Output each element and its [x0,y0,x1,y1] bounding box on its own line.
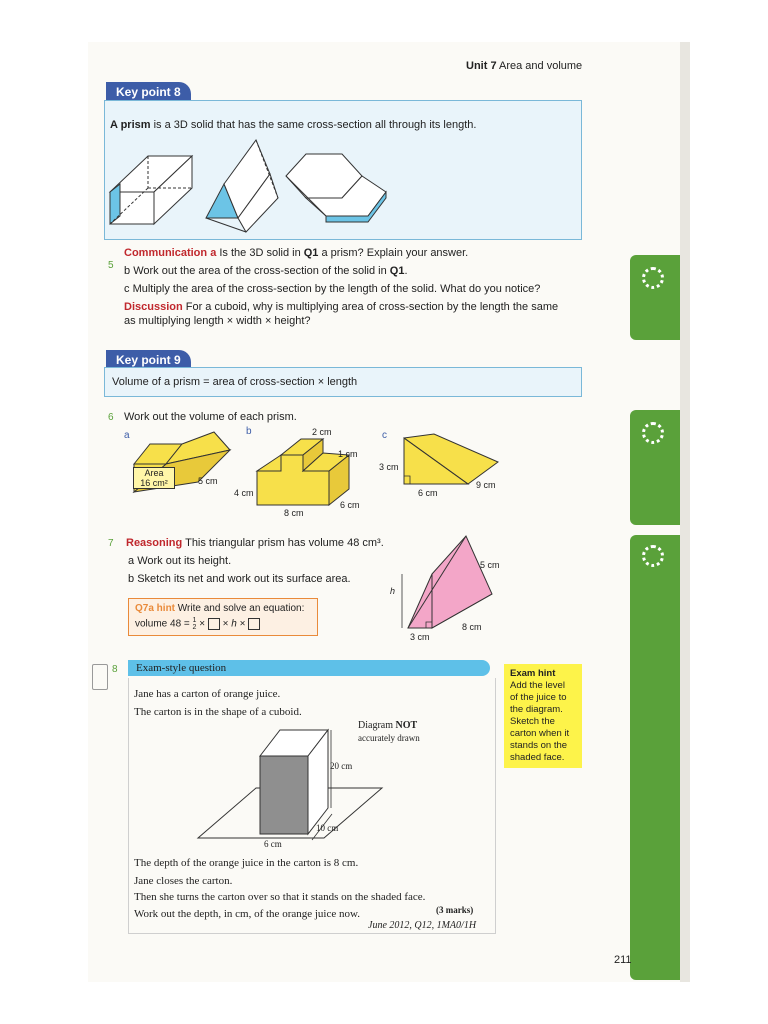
page-edge [680,42,690,982]
q8-line-4: Jane closes the carton. [134,875,233,887]
part-letter: a [210,247,217,259]
section-tab-icon [642,422,664,444]
question-6-text: Work out the volume of each prism. [124,411,297,423]
exam-hint-line: Add the level [510,680,565,691]
times-sign: × [222,618,229,630]
q7a-hint-box [128,598,318,636]
q5a-text-end: a prism? Explain your answer. [318,247,469,259]
exam-hint-line: the diagram. [510,704,563,715]
question-5-part-a [124,246,468,260]
area-label-box [133,467,175,489]
prism-illustrations [106,136,396,236]
blank-box [248,618,260,630]
diagram-note-not: NOT [395,720,418,731]
prism-c-base: 6 cm [418,488,438,498]
prism-base-length: 3 cm [410,632,430,642]
prism-term: A prism [110,119,151,131]
discussion-text: For a cuboid, why is multiplying area of cross-section by the length the same [185,301,559,313]
exam-hint-line: Sketch the [510,716,555,727]
prism-b-depth: 6 cm [340,500,360,510]
q5b-text: Work out the area of the cross-section of the solid in [133,265,390,277]
key-point-8-text [110,118,476,132]
hint-label: Q7a hint [135,603,176,614]
section-tab-icon [642,545,664,567]
reasoning-label: Reasoning [126,537,183,549]
running-header [466,60,582,72]
section-tab-3[interactable] [630,535,680,980]
part-letter: b [128,573,135,585]
area-label: Area [144,468,164,478]
question-7-part-b [128,572,351,586]
prism-b-step: 1 cm [338,449,358,459]
fraction-denominator: 2 [192,624,197,631]
unit-number: Unit 7 [466,60,497,72]
prism-length: 8 cm [462,622,482,632]
times-sign: × [199,618,206,630]
unit-title: Area and volume [499,60,583,72]
q7a-text: Work out its height. [137,555,232,567]
discussion-text-2: as multiplying length × width × height? [124,315,311,327]
q5a-ref: Q1 [303,247,319,259]
exam-hint-line: carton when it [510,728,570,739]
diagram-note-text-2: accurately drawn [358,733,420,743]
q5b-text-end: . [404,265,408,277]
q6-part-c-letter: c [382,430,387,441]
hint-text: Write and solve an equation: [177,603,305,614]
prism-b-height: 4 cm [234,488,254,498]
q6-part-a-letter: a [124,430,130,441]
q8-source: June 2012, Q12, 1MA0/1H [368,920,477,931]
area-value: 16 cm² [140,478,168,488]
exam-hint-line: of the juice to [510,692,567,703]
times-sign: × [239,618,246,630]
q8-line-6: Work out the depth, in cm, of the orange juice now. [134,908,360,920]
part-letter: c [124,283,130,295]
q5a-text: Is the 3D solid in [219,247,304,259]
prism-b-width: 8 cm [284,508,304,518]
section-tab-1[interactable] [630,255,680,340]
h-variable: h [231,618,237,630]
question-7-part-a [128,554,231,568]
q8-line-1: Jane has a carton of orange juice. [134,688,281,700]
exam-hint-line: shaded face. [510,752,565,763]
q6-part-b-letter: b [246,426,252,437]
section-tab-2[interactable] [630,410,680,525]
key-point-8-label: Key point 8 [106,82,191,102]
communication-label: Communication [124,247,208,259]
question-5-discussion [124,300,584,328]
prism-c-length: 9 cm [476,480,496,490]
exam-style-title-bar: Exam-style question [128,660,490,676]
q5b-ref: Q1 [389,265,405,277]
exam-hint-line: stands on the [510,740,568,751]
part-letter: a [128,555,135,567]
part-letter: b [124,265,131,277]
q8-marks: (3 marks) [436,905,474,915]
question-8-number: 8 [112,664,118,675]
carton-width: 6 cm [264,839,282,849]
question-5-part-b [124,264,408,278]
question-7-text [126,536,384,550]
question-5-number: 5 [108,260,114,271]
prism-b-top: 2 cm [312,427,332,437]
q8-line-2: The carton is in the shape of a cuboid. [134,706,302,718]
section-tab-icon [642,267,664,289]
hint-equation [135,617,311,631]
key-point-9-text: Volume of a prism = area of cross-section × length [112,376,358,388]
hint-eq-prefix: volume 48 = [135,618,190,630]
discussion-label: Discussion [124,301,183,313]
blank-box [208,618,220,630]
prism-definition: is a 3D solid that has the same cross-section all through its length. [150,119,477,131]
q7b-text: Sketch its net and work out its surface area. [137,573,351,585]
prism-a-diagram [130,430,240,500]
hint-fraction [193,617,197,631]
q8-line-5: Then she turns the carton over so that it stands on the shaded face. [134,891,426,903]
key-point-9-label: Key point 9 [106,350,191,370]
prism-c-height: 3 cm [379,462,399,472]
prism-a-length: 5 cm [198,476,218,486]
carton-height: 20 cm [330,761,353,771]
q7-text: This triangular prism has volume 48 cm³. [185,537,384,549]
prism-height-h: h [390,586,396,596]
question-5-part-c [124,282,540,296]
carton-diagram [196,722,386,848]
exam-hint-box [504,664,582,768]
question-6-number: 6 [108,412,114,423]
question-7-number: 7 [108,538,114,549]
page-number: 211 [614,954,632,966]
prism-slant-length: 5 cm [480,560,500,570]
carton-depth: 10 cm [316,823,339,833]
exam-hint-title: Exam hint [510,668,556,679]
q8-line-3: The depth of the orange juice in the carton is 8 cm. [134,857,359,869]
fraction-numerator: 1 [192,617,197,624]
q5c-text: Multiply the area of the cross-section by the length of the solid. What do you notice? [132,283,541,295]
calculator-icon [92,664,108,690]
triangular-prism-diagram [400,534,500,634]
diagram-note-text: Diagram [358,720,396,731]
